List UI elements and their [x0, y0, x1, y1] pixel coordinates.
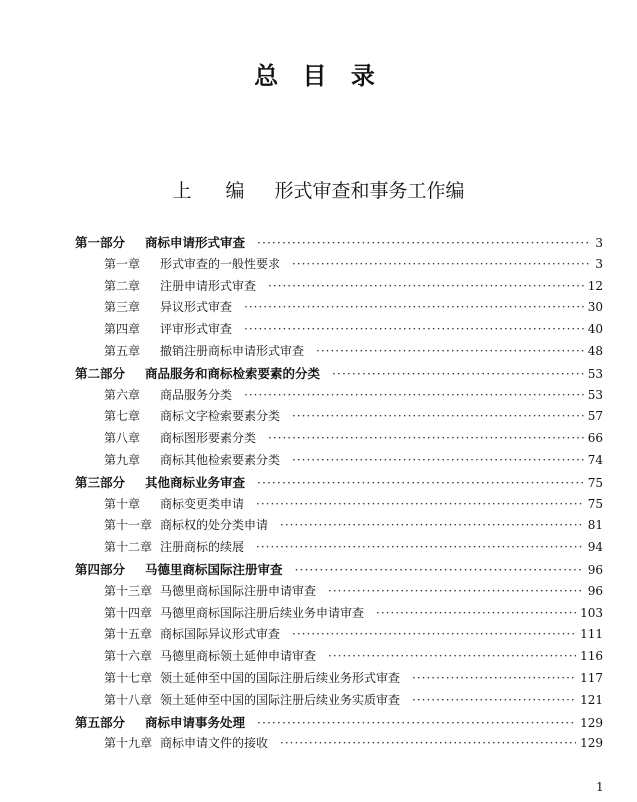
dot-leader — [257, 472, 584, 494]
chapter-number: 第十三章 — [104, 583, 153, 598]
toc-page-number: 116 — [580, 649, 603, 664]
dot-leader — [256, 537, 584, 559]
toc-chapter-entry — [75, 733, 603, 755]
volume-name: 形式审查和事务工作编 — [274, 180, 465, 202]
part-number: 第五部分 — [75, 714, 126, 730]
toc-chapter-entry — [75, 297, 603, 319]
chapter-title: 撤销注册商标申请形式审查 — [160, 343, 305, 358]
chapter-number: 第十八章 — [104, 692, 153, 707]
chapter-number: 第十七章 — [104, 670, 153, 685]
toc-chapter-entry — [75, 646, 603, 668]
toc-chapter-entry — [75, 428, 603, 450]
chapter-number: 第三章 — [104, 300, 141, 315]
toc-page-number: 129 — [580, 736, 603, 751]
dot-leader — [268, 276, 584, 298]
chapter-title: 形式审查的一般性要求 — [160, 256, 281, 271]
chapter-title: 商标变更类申请 — [160, 496, 245, 511]
toc-chapter-entry — [75, 319, 603, 341]
toc-chapter-entry — [75, 581, 603, 603]
toc-part-entry — [75, 712, 603, 734]
chapter-number: 第十章 — [104, 496, 141, 511]
dot-leader — [257, 232, 591, 254]
chapter-title: 商标其他检索要素分类 — [160, 452, 281, 467]
toc-chapter-entry — [75, 450, 603, 472]
toc-page-number: 81 — [587, 518, 603, 533]
toc-part-entry — [75, 363, 603, 385]
part-number: 第四部分 — [75, 561, 126, 577]
dot-leader — [376, 603, 576, 625]
toc-chapter-entry — [75, 341, 603, 363]
chapter-title: 异议形式审查 — [160, 300, 233, 315]
dot-leader — [292, 406, 584, 428]
dot-leader — [328, 646, 576, 668]
toc-page-number: 75 — [587, 475, 603, 490]
toc-page-number: 74 — [587, 452, 603, 467]
toc-page-number: 117 — [580, 670, 603, 685]
chapter-number: 第四章 — [104, 322, 141, 337]
part-number: 第三部分 — [75, 474, 126, 490]
toc-chapter-entry — [75, 385, 603, 407]
chapter-number: 第十九章 — [104, 736, 153, 751]
toc-chapter-entry — [75, 406, 603, 428]
toc-page-number: 66 — [587, 431, 603, 446]
dot-leader — [412, 690, 576, 712]
chapter-number: 第七章 — [104, 409, 141, 424]
toc-page-number: 48 — [587, 343, 603, 358]
dot-leader — [292, 624, 576, 646]
toc-page-number: 129 — [580, 715, 603, 730]
dot-leader — [268, 428, 584, 450]
toc-page-number: 111 — [580, 627, 603, 642]
chapter-number: 第一章 — [104, 256, 141, 271]
toc-page-number: 12 — [587, 278, 603, 293]
chapter-title: 马德里商标国际注册申请审查 — [160, 583, 317, 598]
chapter-title: 商标国际异议形式审查 — [160, 627, 281, 642]
chapter-title: 商标图形要素分类 — [160, 431, 257, 446]
toc-chapter-entry — [75, 668, 603, 690]
chapter-title: 商品服务分类 — [160, 387, 233, 402]
chapter-number: 第八章 — [104, 431, 141, 446]
chapter-title: 评审形式审查 — [160, 322, 233, 337]
part-title: 商标申请形式审查 — [145, 235, 246, 250]
toc-part-entry — [75, 472, 603, 494]
chapter-title: 领土延伸至中国的国际注册后续业务实质审查 — [160, 692, 401, 707]
table-of-contents — [75, 232, 603, 755]
toc-chapter-entry — [75, 515, 603, 537]
chapter-number: 第十二章 — [104, 540, 153, 555]
part-title: 其他商标业务审查 — [145, 474, 246, 490]
toc-chapter-entry — [75, 537, 603, 559]
dot-leader — [292, 254, 591, 276]
toc-page-number: 3 — [595, 236, 603, 250]
chapter-number: 第九章 — [104, 452, 141, 467]
dot-leader — [328, 581, 584, 603]
part-number: 第二部分 — [75, 365, 126, 381]
toc-page-number: 3 — [595, 256, 603, 271]
dot-leader — [280, 515, 584, 537]
toc-page-number: 94 — [587, 540, 603, 555]
toc-chapter-entry — [75, 494, 603, 516]
toc-page-number: 96 — [587, 562, 603, 577]
chapter-title: 注册申请形式审查 — [160, 278, 257, 293]
toc-chapter-entry — [75, 254, 603, 276]
toc-page-number: 75 — [587, 496, 603, 511]
chapter-number: 第二章 — [104, 278, 141, 293]
part-title: 马德里商标国际注册审查 — [145, 561, 283, 577]
chapter-title: 注册商标的续展 — [160, 540, 245, 555]
volume-heading — [0, 176, 637, 203]
chapter-title: 商标权的处分类申请 — [160, 518, 269, 533]
toc-chapter-entry — [75, 276, 603, 298]
chapter-title: 商标申请文件的接收 — [160, 736, 269, 751]
toc-part-entry — [75, 232, 603, 254]
chapter-title: 马德里商标领土延伸申请审查 — [160, 649, 317, 664]
dot-leader — [257, 712, 576, 734]
page-number: 1 — [596, 780, 604, 794]
dot-leader — [244, 319, 584, 341]
volume-label: 上 编 — [172, 180, 259, 202]
toc-page-number: 103 — [580, 605, 603, 620]
dot-leader — [295, 559, 584, 581]
part-title: 商标申请事务处理 — [145, 714, 246, 730]
chapter-title: 商标文字检索要素分类 — [160, 409, 281, 424]
dot-leader — [292, 450, 584, 472]
chapter-title: 马德里商标国际注册后续业务申请审查 — [160, 605, 365, 620]
chapter-number: 第十六章 — [104, 649, 153, 664]
toc-page-number: 53 — [587, 387, 603, 402]
chapter-title: 领土延伸至中国的国际注册后续业务形式审查 — [160, 670, 401, 685]
chapter-number: 第五章 — [104, 343, 141, 358]
page-title: 总 目 录 — [254, 62, 383, 90]
dot-leader — [316, 341, 584, 363]
toc-page-number: 40 — [587, 322, 603, 337]
toc-page-number: 96 — [587, 583, 603, 598]
toc-chapter-entry — [75, 624, 603, 646]
part-title: 商品服务和商标检索要素的分类 — [145, 365, 321, 381]
toc-page-number: 57 — [587, 409, 603, 424]
toc-chapter-entry — [75, 603, 603, 625]
toc-chapter-entry — [75, 690, 603, 712]
dot-leader — [256, 494, 584, 516]
toc-page-number: 53 — [587, 366, 603, 381]
toc-part-entry — [75, 559, 603, 581]
chapter-number: 第六章 — [104, 387, 141, 402]
dot-leader — [332, 363, 584, 385]
chapter-number: 第十五章 — [104, 627, 153, 642]
part-number: 第一部分 — [75, 235, 126, 250]
dot-leader — [412, 668, 576, 690]
dot-leader — [244, 385, 584, 407]
dot-leader — [280, 733, 576, 755]
chapter-number: 第十四章 — [104, 605, 153, 620]
chapter-number: 第十一章 — [104, 518, 153, 533]
toc-page-number: 30 — [587, 300, 603, 315]
dot-leader — [244, 297, 584, 319]
toc-page-number: 121 — [580, 692, 603, 707]
